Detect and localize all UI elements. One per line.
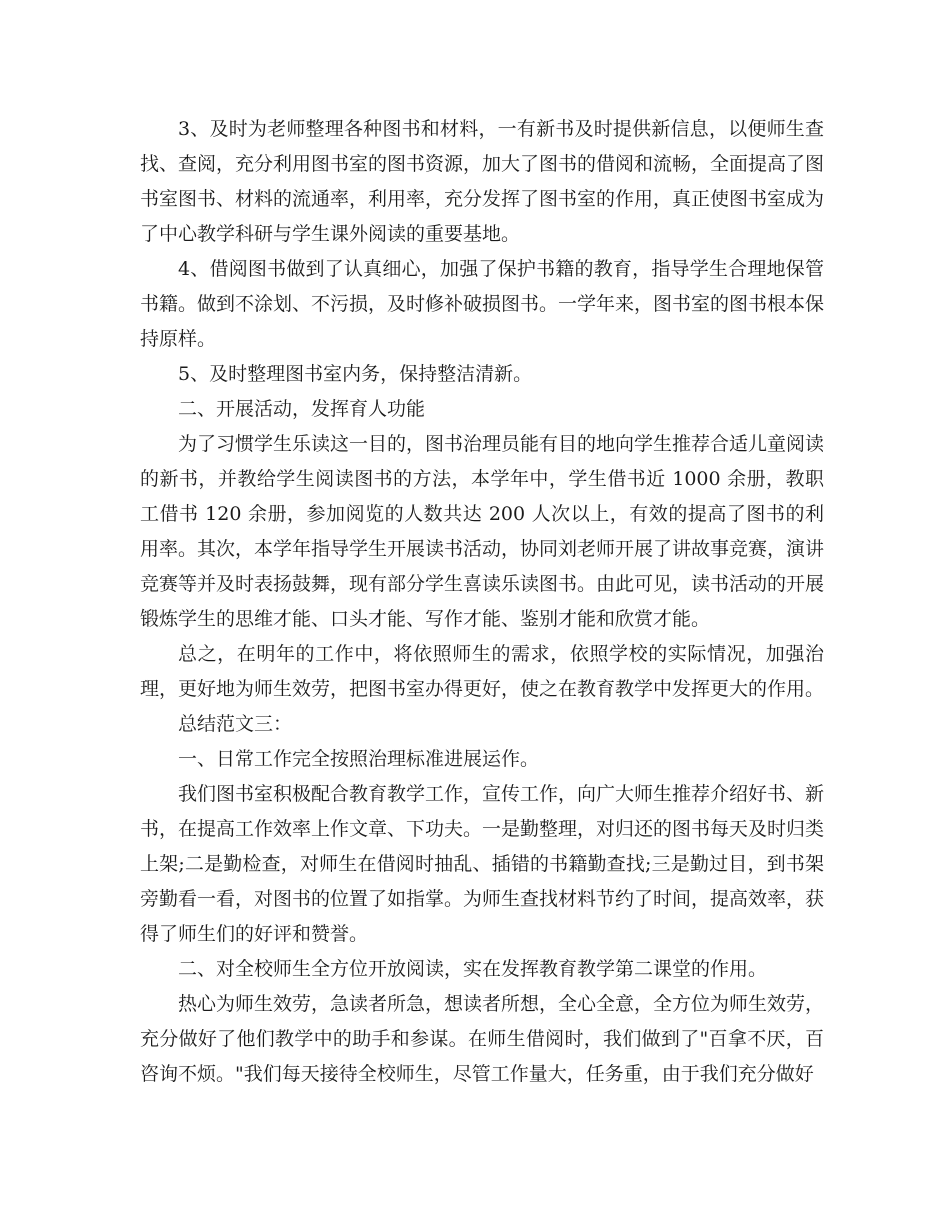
section-heading-open-reading: 二、对全校师生全方位开放阅读，实在发挥教育教学第二课堂的作用。 xyxy=(178,958,768,980)
section-heading-activities: 二、开展活动，发挥育人功能 xyxy=(178,398,426,420)
document-body xyxy=(140,112,824,1092)
paragraph-item-4: 4、借阅图书做到了认真细心，加强了保护书籍的教育，指导学生合理地保管书籍。做到不涂划、不污损，及时修补破损图书。一学年来，图书室的图书根本保持原样。 xyxy=(140,258,825,350)
section-heading-daily-work: 一、日常工作完全按照治理标准进展运作。 xyxy=(178,748,540,770)
paragraph-open-reading: 热心为师生效劳，急读者所急，想读者所想，全心全意，全方位为师生效劳，充分做好了他们教学中的助手和参谋。在师生借阅时，我们做到了"百拿不厌，百咨询不烦。"我们每天接待全校师生，尽管工作量大，任务重，由于我们充分做好 xyxy=(140,993,825,1085)
paragraph-item-5: 5、及时整理图书室内务，保持整洁清新。 xyxy=(178,363,533,385)
paragraph-daily-work: 我们图书室积极配合教育教学工作，宣传工作，向广大师生推荐介绍好书、新书，在提高工作效率上作文章、下功夫。一是勤整理，对归还的图书每天及时归类上架;二是勤检查，对师生在借阅时抽乱、插错的书籍勤查找;三是勤过目，到书架旁勤看一看，对图书的位置了如指掌。为师生查找材料节约了时间，提高效率，获得了师生们的好评和赞誉。 xyxy=(140,783,825,945)
sample-heading-three: 总结范文三： xyxy=(178,713,293,735)
paragraph-conclusion: 总之，在明年的工作中，将依照师生的需求，依照学校的实际情况，加强治理，更好地为师生效劳，把图书室办得更好，使之在教育教学中发挥更大的作用。 xyxy=(140,643,825,700)
paragraph-item-3: 3、及时为老师整理各种图书和材料，一有新书及时提供新信息，以便师生查找、查阅，充分利用图书室的图书资源，加大了图书的借阅和流畅，全面提高了图书室图书、材料的流通率，利用率，充分发挥了图书室的作用，真正使图书室成为了中心教学科研与学生课外阅读的重要基地。 xyxy=(140,118,825,245)
paragraph-activities: 为了习惯学生乐读这一目的，图书治理员能有目的地向学生推荐合适儿童阅读的新书，并教给学生阅读图书的方法，本学年中，学生借书近 1000 余册，教职工借书 120 余册，参加阅览的人数共达 200 人次以上，有效的提高了图书的利用率。其次，本学年指导学生开展读书活动，协同刘老师开展了讲故事竞赛，演讲竞赛等并及时表扬鼓舞，现有部分学生喜读乐读图书。由此可见，读书活动的开展锻炼学生的思维才能、口头才能、写作才能、鉴别才能和欣赏才能。 xyxy=(140,433,825,630)
